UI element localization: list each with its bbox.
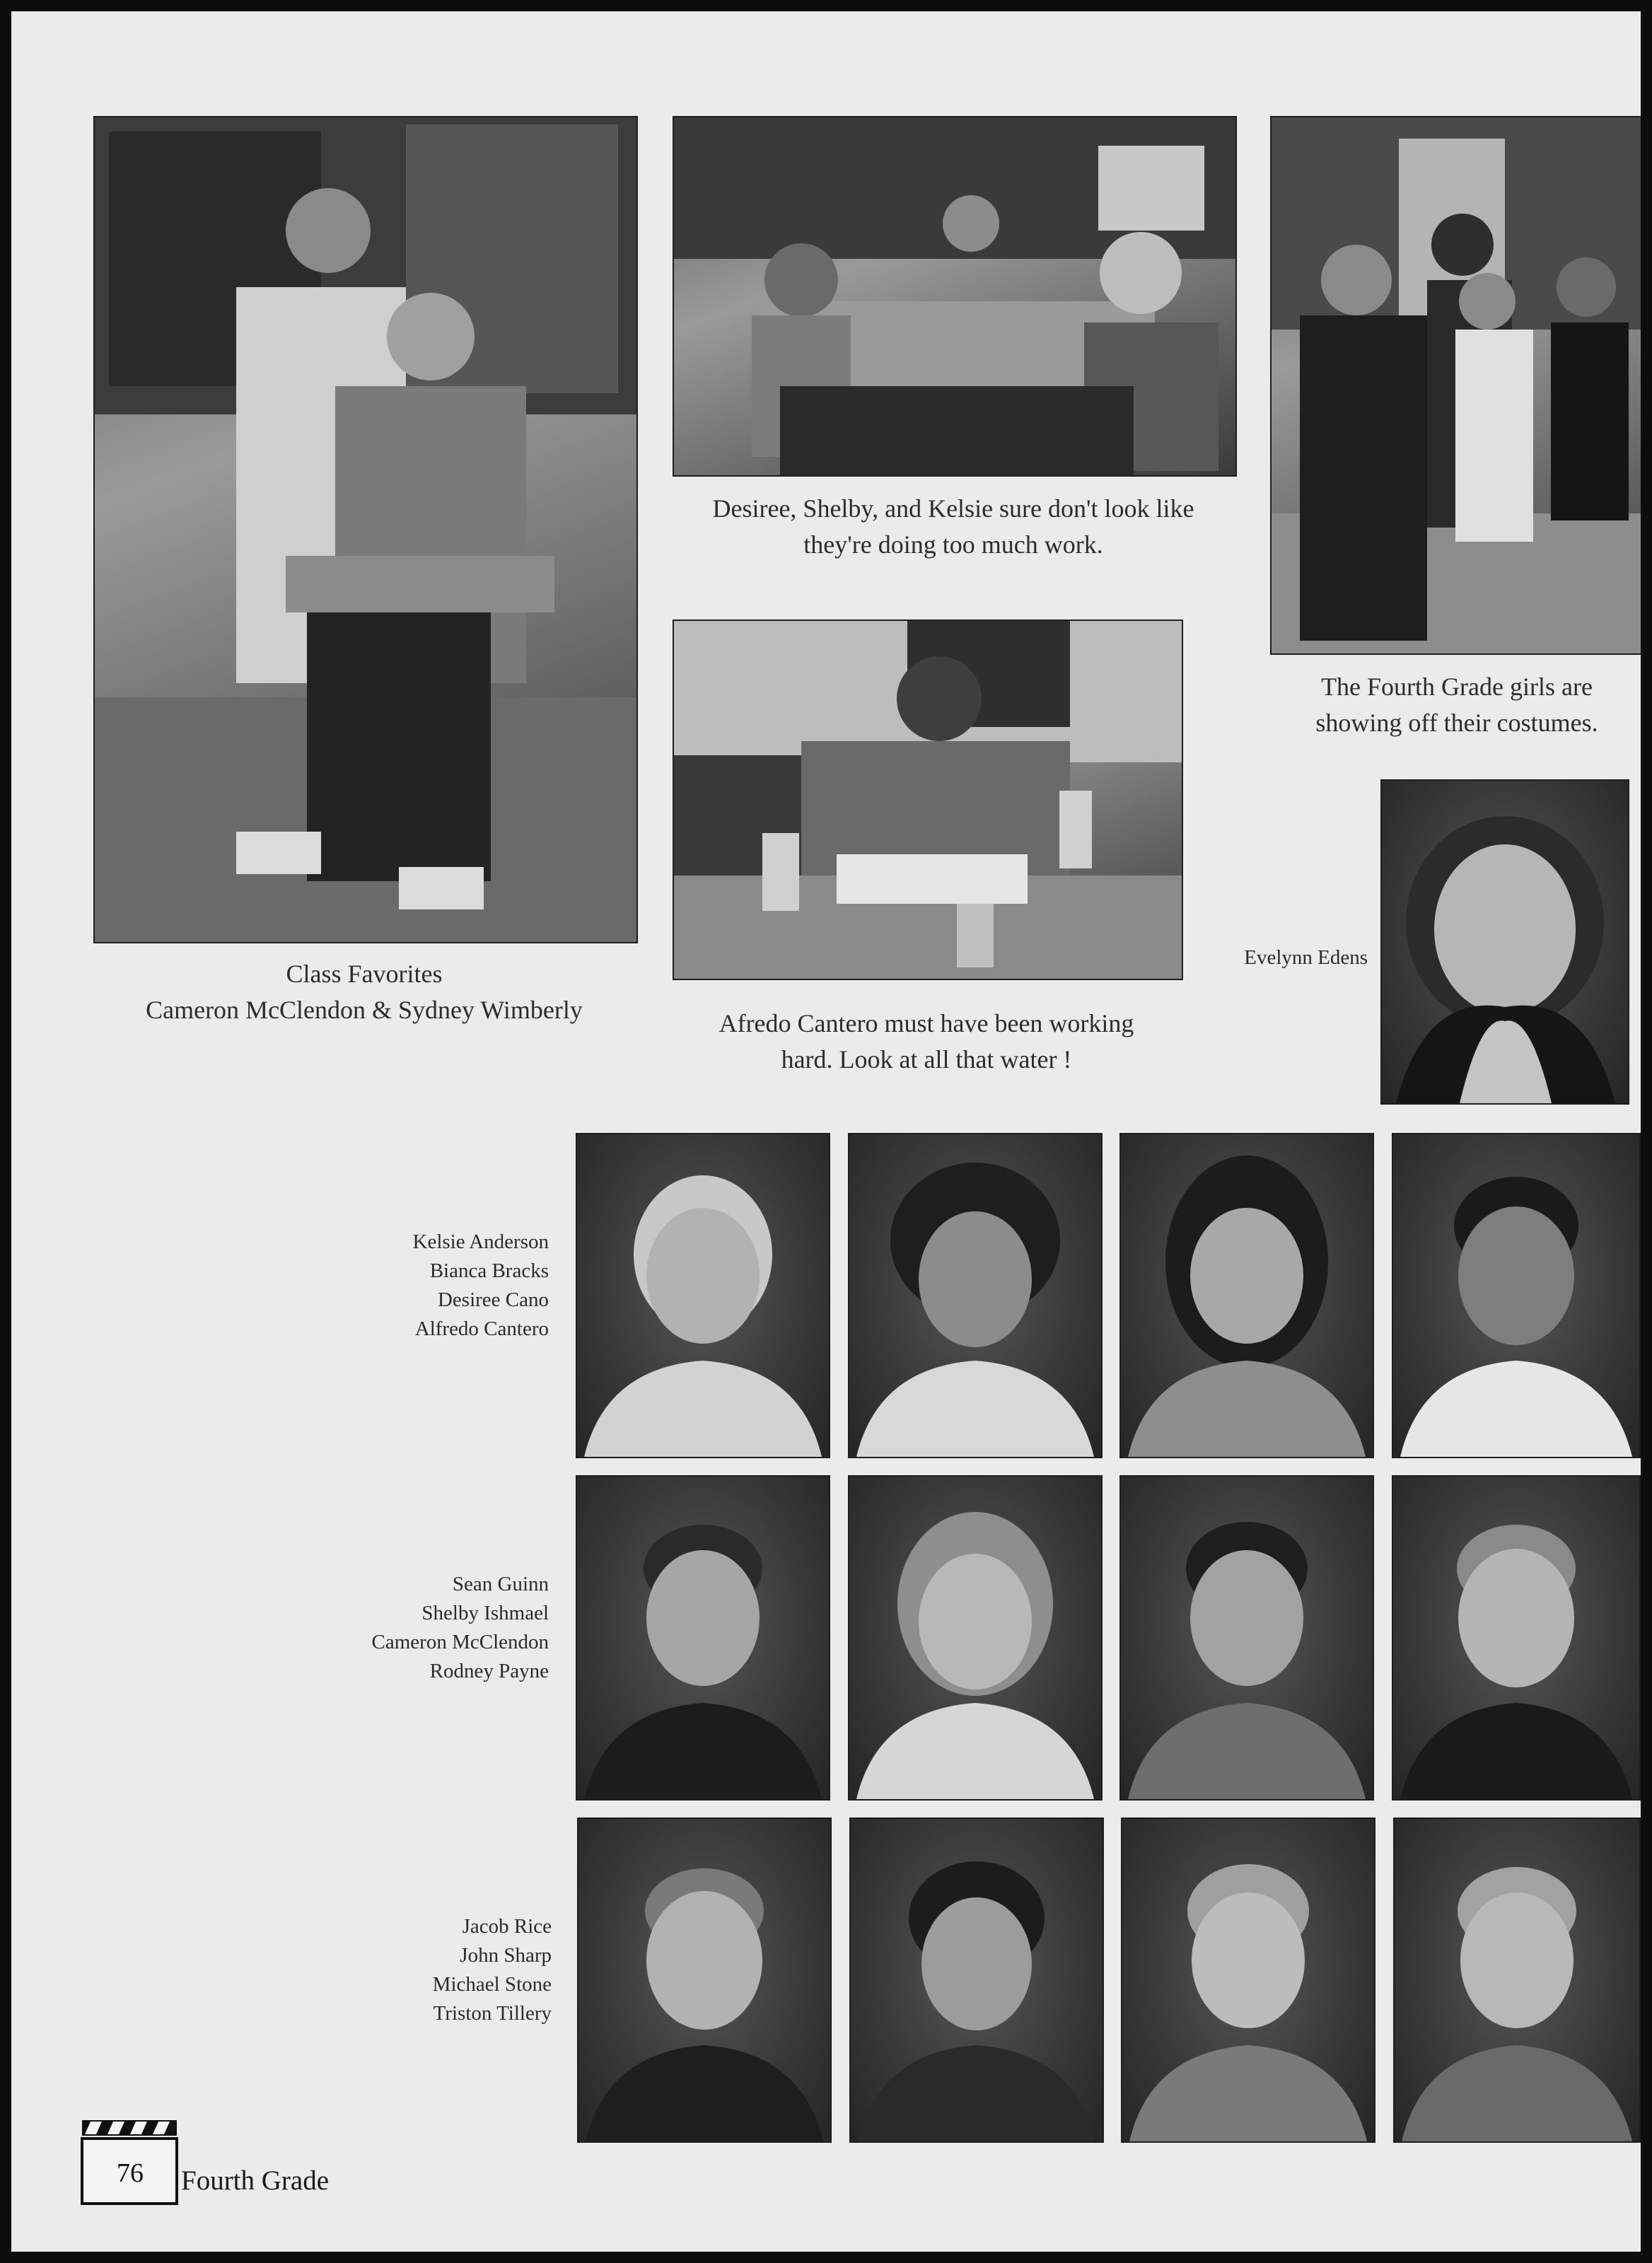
- student-name: Triston Tillery: [433, 2002, 552, 2025]
- caption-line: The Fourth Grade girls are: [1321, 673, 1593, 701]
- caption-line: hard. Look at all that water !: [781, 1045, 1072, 1074]
- student-name: Desiree Cano: [437, 1288, 549, 1311]
- caption-line: they're doing too much work.: [803, 530, 1103, 559]
- student-portrait: [848, 1475, 1103, 1800]
- student-portrait: [576, 1133, 830, 1458]
- caption-line: Afredo Cantero must have been working: [719, 1009, 1134, 1037]
- teacher-portrait: [1380, 779, 1629, 1105]
- names-list: [252, 1912, 552, 2028]
- section-title: Fourth Grade: [181, 2165, 330, 2196]
- student-portrait: [848, 1133, 1103, 1458]
- names-list: [252, 1570, 549, 1686]
- student-name: Shelby Ishmael: [421, 1602, 549, 1624]
- desiree-shelby-kelsie-caption: [658, 491, 1248, 563]
- student-portrait: [1121, 1817, 1375, 2143]
- caption-line: Class Favorites: [286, 960, 443, 988]
- classroom-table-photo: [673, 116, 1237, 477]
- student-name: Alfredo Cantero: [414, 1317, 549, 1340]
- costumes-photo: [1270, 116, 1641, 655]
- class-favorites-photo: [93, 116, 638, 943]
- student-name: John Sharp: [460, 1944, 552, 1967]
- student-portrait: [1392, 1133, 1641, 1458]
- student-portrait: [1119, 1133, 1374, 1458]
- afredo-working-photo: [673, 619, 1183, 980]
- student-name: Michael Stone: [432, 1973, 552, 1996]
- student-name: Bianca Bracks: [429, 1260, 549, 1282]
- student-portrait: [577, 1817, 832, 2143]
- caption-line: Cameron McClendon & Sydney Wimberly: [146, 996, 583, 1024]
- student-portrait: [849, 1817, 1104, 2143]
- caption-line: Desiree, Shelby, and Kelsie sure don't look like: [712, 494, 1194, 523]
- costumes-caption: [1263, 669, 1641, 741]
- student-portrait: [576, 1475, 830, 1800]
- student-name: Rodney Payne: [429, 1660, 549, 1682]
- caption-line: showing off their costumes.: [1315, 709, 1598, 737]
- student-portrait: [1119, 1475, 1374, 1800]
- class-favorites-caption: [93, 956, 635, 1028]
- afredo-caption: [673, 1006, 1180, 1078]
- teacher-name: Evelynn Edens: [1244, 946, 1368, 969]
- student-name: Sean Guinn: [452, 1573, 549, 1595]
- student-name: Kelsie Anderson: [412, 1231, 549, 1253]
- student-name: Cameron McClendon: [371, 1631, 549, 1653]
- yearbook-page: [11, 11, 1641, 2252]
- student-portrait: [1393, 1817, 1641, 2143]
- names-list: [252, 1228, 549, 1344]
- student-portrait: [1392, 1475, 1641, 1800]
- student-name: Jacob Rice: [462, 1915, 552, 1938]
- page-number: 76: [117, 2158, 144, 2188]
